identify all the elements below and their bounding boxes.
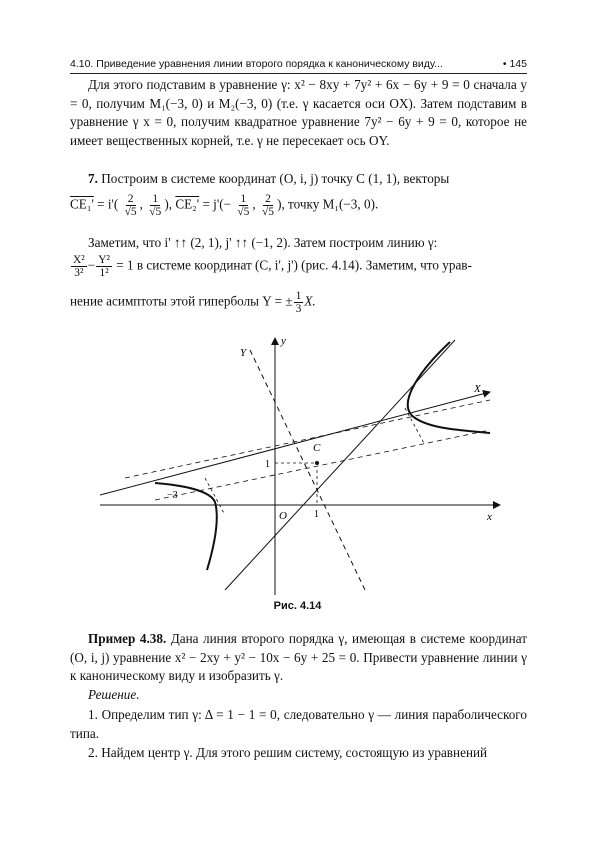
fraction: $\frac{\text{Y²}}{\text{1²}}$ <box>98 254 110 279</box>
step-7-number: 7. <box>88 171 98 186</box>
hyperbola-left-branch <box>155 483 217 570</box>
label-X: X <box>474 383 481 395</box>
step-7-tail: ), точку M₁(−3, 0). <box>277 196 379 212</box>
figure-caption: Рис. 4.14 <box>273 600 322 612</box>
example-paragraph <box>70 630 527 686</box>
asymptote-text: нение асимптоты этой гиперболы Y = ± <box>70 293 293 309</box>
fraction: $\frac{2}{√5}$ <box>124 193 137 218</box>
label-y: y <box>281 335 286 347</box>
fraction: $\frac{2}{√5}$ <box>262 193 275 218</box>
center-point <box>315 461 319 465</box>
fraction: $\frac{1}{3}$ <box>295 290 302 315</box>
asymptote-2 <box>155 430 490 500</box>
minus-sign: − <box>87 257 96 273</box>
fraction: $\frac{\text{X²}}{\text{3²}}$ <box>73 254 85 279</box>
label-C: C <box>313 442 321 454</box>
label-O: O <box>279 510 287 522</box>
header-page <box>503 58 527 70</box>
label-x: x <box>487 511 492 523</box>
label-one-x: 1 <box>314 509 319 520</box>
solution-label: Решение. <box>88 687 140 702</box>
header-bullet: • <box>502 58 507 70</box>
label-minus3: −3 <box>167 490 178 501</box>
label-Y: Y <box>240 347 247 359</box>
Y-axis-rotated <box>250 350 365 590</box>
paragraph-substitution: Для этого подставим в уравнение γ: x² − 8xy + 7y² + 6x − 6y + 9 = 0 сначала y = 0, получим M₁(−3, 0) и M₂(−3, 0) (т.е. γ касается оси OX). Затем подставим в уравнение γ x = 0, получим квадратное уравнение 7y² − 6y + 9 = 0, которое не имеет вещественных корней, т.е. γ не пересекает ось OY. <box>70 77 527 148</box>
fraction: $\frac{1}{√5}$ <box>237 193 250 218</box>
vector-ce2-eq: = j'(− <box>202 196 232 212</box>
asymptote-tail: X. <box>304 293 316 309</box>
hyperbola-equation <box>70 254 527 279</box>
diagonal-line <box>225 340 455 590</box>
step-7-text: Построим в системе координат (O, i, j) точку C (1, 1), векторы <box>101 171 450 186</box>
running-header <box>70 58 527 74</box>
step-1: 1. Определим тип γ: Δ = 1 − 1 = 0, следовательно γ — линия параболического типа. <box>70 707 527 741</box>
solution-heading <box>70 686 527 705</box>
page-number: 145 <box>509 58 527 70</box>
vector-ce1-eq: = i'( <box>97 196 119 212</box>
paragraph-note: Заметим, что i' ↑↑ (2, 1), j' ↑↑ (−1, 2). Затем построим линию γ: <box>88 235 438 250</box>
vector-ce1: CE₁' <box>70 196 94 212</box>
asymptote-line <box>70 290 527 315</box>
example-text: Дана линия второго порядка γ, имеющая в системе координат (O, i, j) уравнение x² − 2xy + y² − 10x − 6y + 25 = 0. Привести уравнение линии γ к каноническому виду и изобразить γ. <box>70 631 527 684</box>
header-title: 4.10. Приведение уравнения линии второго порядка к каноническому виду... <box>70 58 443 70</box>
asymptote-1 <box>125 400 490 478</box>
step-7-vectors: CE₁' = i'( $\frac{2}{√5}$ , $\frac{1}{√5}$ ), CE₂' = j'(− $\frac{1}{√5}$ , $\frac{2}{√5}$ ), точку M₁(−3, 0). <box>70 193 379 218</box>
label-one-y: 1 <box>265 459 270 470</box>
step-7 <box>70 170 527 189</box>
vertex-dash-right <box>405 408 425 445</box>
example-lead: Пример 4.38. <box>88 631 167 646</box>
hyperbola-text: = 1 в системе координат (C, i', j') (рис. 4.14). Заметим, что урав- <box>116 257 472 273</box>
vector-ce2: CE₂' <box>175 196 200 212</box>
figure-hyperbola <box>95 330 505 598</box>
vertex-dash-left <box>205 478 225 515</box>
step-2: 2. Найдем центр γ. Для этого решим систему, состоящую из уравнений <box>88 745 488 760</box>
fraction: $\frac{1}{√5}$ <box>149 193 162 218</box>
